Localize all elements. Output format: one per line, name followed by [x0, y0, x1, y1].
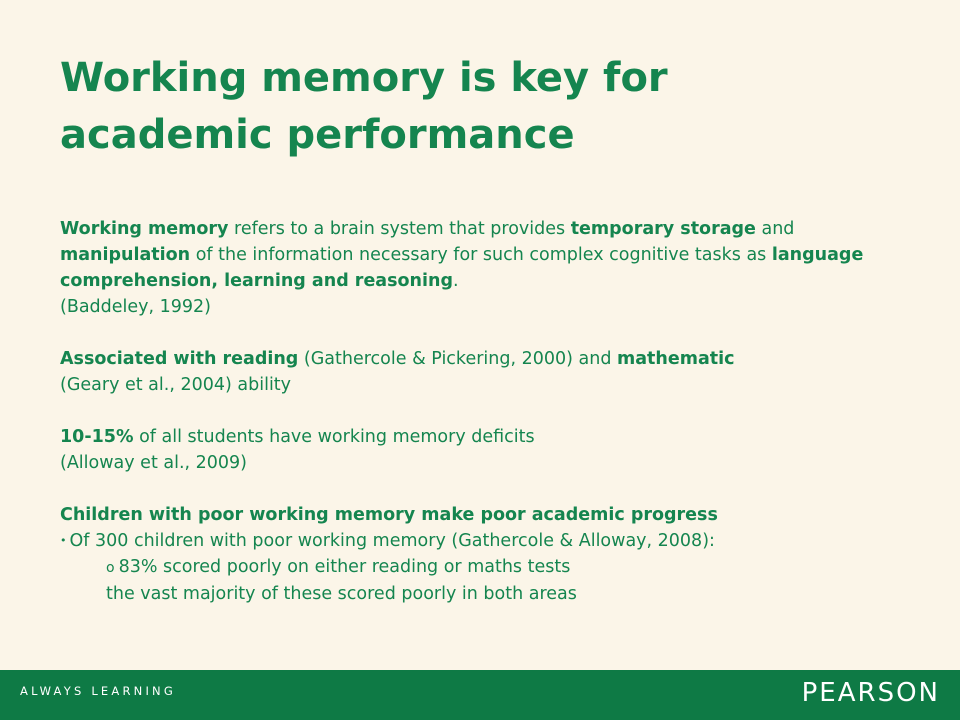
progress-sub-item-1 [60, 554, 920, 581]
associated-citation: (Geary et al., 2004) ability [60, 375, 292, 395]
associated-emphasis-math: mathematic [617, 349, 735, 369]
footer-tagline: ALWAYS LEARNING [20, 684, 176, 698]
bullet-dot-icon: • [60, 534, 67, 547]
progress-sub-item-2: the vast majority of these scored poorly in both areas [106, 584, 577, 604]
footer-bar [0, 670, 960, 720]
definition-emphasis-manipulation: manipulation [60, 245, 191, 265]
associated-text-1: (Gathercole & Pickering, 2000) and [298, 349, 618, 369]
prevalence-citation: (Alloway et al., 2009) [60, 453, 248, 473]
definition-text-1: refers to a brain system that provides [228, 219, 571, 239]
slide-title [60, 50, 920, 164]
pearson-logo: PEARSON [801, 678, 940, 708]
prevalence-text: of all students have working memory deficits [133, 427, 535, 447]
definition-text-2: and [755, 219, 795, 239]
prevalence-percent: 10-15% [60, 427, 134, 447]
spacer [60, 476, 920, 502]
associated-paragraph [60, 346, 920, 372]
circle-bullet-icon: o [106, 560, 115, 576]
prevalence-paragraph [60, 424, 920, 450]
definition-text-3: of the information necessary for such complex cognitive tasks as [190, 245, 772, 265]
spacer [60, 320, 920, 346]
progress-bullet [60, 528, 920, 554]
title-line-1: Working memory is key for [60, 55, 668, 101]
associated-heading: Associated with reading [60, 349, 299, 369]
title-line-2: academic performance [60, 112, 575, 158]
definition-term: Working memory [60, 219, 229, 239]
definition-emphasis-tasks: language comprehension, learning and reasoning [60, 245, 864, 291]
definition-citation: (Baddeley, 1992) [60, 297, 212, 317]
progress-sub-text-1: 83% scored poorly on either reading or maths tests [118, 557, 571, 577]
spacer [60, 398, 920, 424]
progress-heading: Children with poor working memory make poor academic progress [60, 505, 718, 525]
definition-paragraph [60, 216, 920, 294]
progress-bullet-text: Of 300 children with poor working memory (Gathercole & Alloway, 2008): [69, 531, 715, 551]
definition-text-4: . [453, 271, 459, 291]
slide-body [60, 216, 920, 607]
definition-emphasis-storage: temporary storage [570, 219, 756, 239]
